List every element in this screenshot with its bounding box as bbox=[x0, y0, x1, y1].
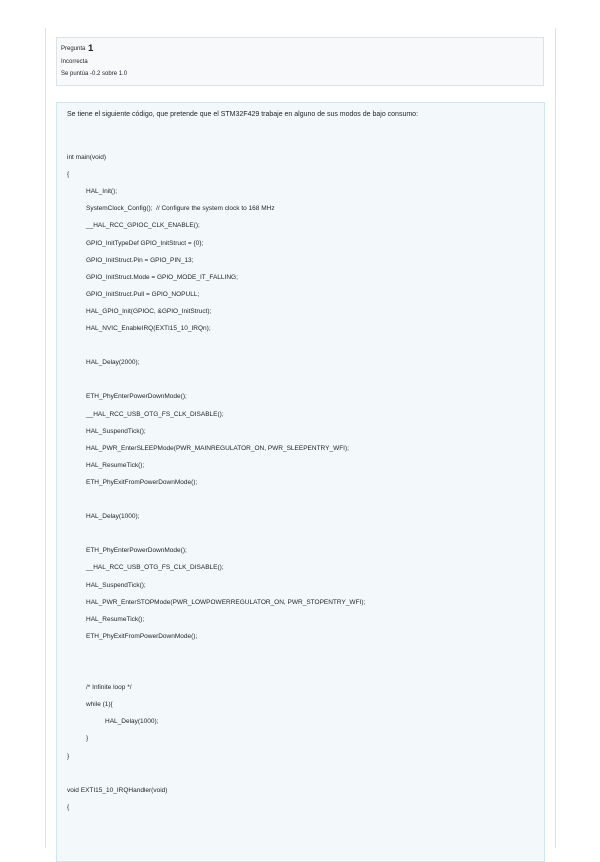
code-line: int main(void) bbox=[67, 154, 107, 161]
code-line: HAL_SuspendTick(); bbox=[86, 427, 146, 435]
code-line: ETH_PhyEnterPowerDownMode(); bbox=[86, 393, 187, 401]
code-line: HAL_Delay(2000); bbox=[86, 359, 140, 367]
question-content bbox=[56, 102, 545, 862]
code-line: } bbox=[86, 735, 89, 743]
code-line: { bbox=[67, 803, 70, 811]
code-line: GPIO_InitStruct.Pull = GPIO_NOPULL; bbox=[86, 290, 200, 298]
code-line: SystemClock_Config(); // Configure the system clock to 168 MHz bbox=[86, 205, 275, 213]
code-line: GPIO_InitStruct.Mode = GPIO_MODE_IT_FALLING; bbox=[86, 273, 238, 281]
code-line: __HAL_RCC_USB_OTG_FS_CLK_DISABLE(); bbox=[86, 410, 224, 418]
question-score: Se puntúa -0.2 sobre 1.0 bbox=[61, 71, 128, 77]
code-line: { bbox=[67, 171, 70, 179]
code-line: HAL_PWR_EnterSTOPMode(PWR_LOWPOWERREGULATOR_ON, PWR_STOPENTRY_WFI); bbox=[86, 598, 366, 606]
code-line: __HAL_RCC_USB_OTG_FS_CLK_DISABLE(); bbox=[86, 564, 224, 572]
code-line: ETH_PhyEnterPowerDownMode(); bbox=[86, 547, 187, 555]
page-right-rule bbox=[555, 28, 556, 848]
code-line: HAL_NVIC_EnableIRQ(EXTI15_10_IRQn); bbox=[86, 325, 211, 332]
code-line: HAL_Init(); bbox=[86, 188, 118, 196]
question-status: Incorrecta bbox=[61, 59, 88, 65]
code-line: HAL_Delay(1000); bbox=[86, 513, 140, 521]
code-line: HAL_SuspendTick(); bbox=[86, 581, 146, 589]
code-line: HAL_ResumeTick(); bbox=[86, 461, 145, 469]
code-line: GPIO_InitTypeDef GPIO_InitStruct = {0}; bbox=[86, 239, 204, 247]
code-line: while (1){ bbox=[86, 701, 113, 709]
code-line: void EXTI15_10_IRQHandler(void) bbox=[67, 786, 168, 794]
code-line: ETH_PhyExitFromPowerDownMode(); bbox=[86, 478, 198, 486]
question-heading bbox=[61, 42, 539, 56]
question-label: Pregunta bbox=[61, 46, 86, 52]
code-line: } bbox=[67, 752, 70, 760]
code-line: __HAL_RCC_GPIOC_CLK_ENABLE(); bbox=[86, 222, 200, 230]
code-line: HAL_ResumeTick(); bbox=[86, 615, 145, 623]
page-left-rule bbox=[45, 28, 46, 848]
question-info-box bbox=[56, 37, 544, 86]
code-line: /* Infinite loop */ bbox=[86, 684, 132, 692]
question-number: 1 bbox=[88, 43, 94, 54]
code-line: HAL_Delay(1000); bbox=[105, 718, 159, 726]
code-line: ETH_PhyExitFromPowerDownMode(); bbox=[86, 632, 198, 640]
code-line: HAL_GPIO_Init(GPIOC, &GPIO_InitStruct); bbox=[86, 307, 212, 315]
question-prompt: Se tiene el siguiente código, que pretende que el STM32F429 trabaje en alguno de sus modos de bajo consumo: bbox=[67, 111, 419, 118]
code-line: HAL_PWR_EnterSLEEPMode(PWR_MAINREGULATOR_ON, PWR_SLEEPENTRY_WFI); bbox=[86, 444, 349, 452]
code-line: GPIO_InitStruct.Pin = GPIO_PIN_13; bbox=[86, 256, 194, 264]
